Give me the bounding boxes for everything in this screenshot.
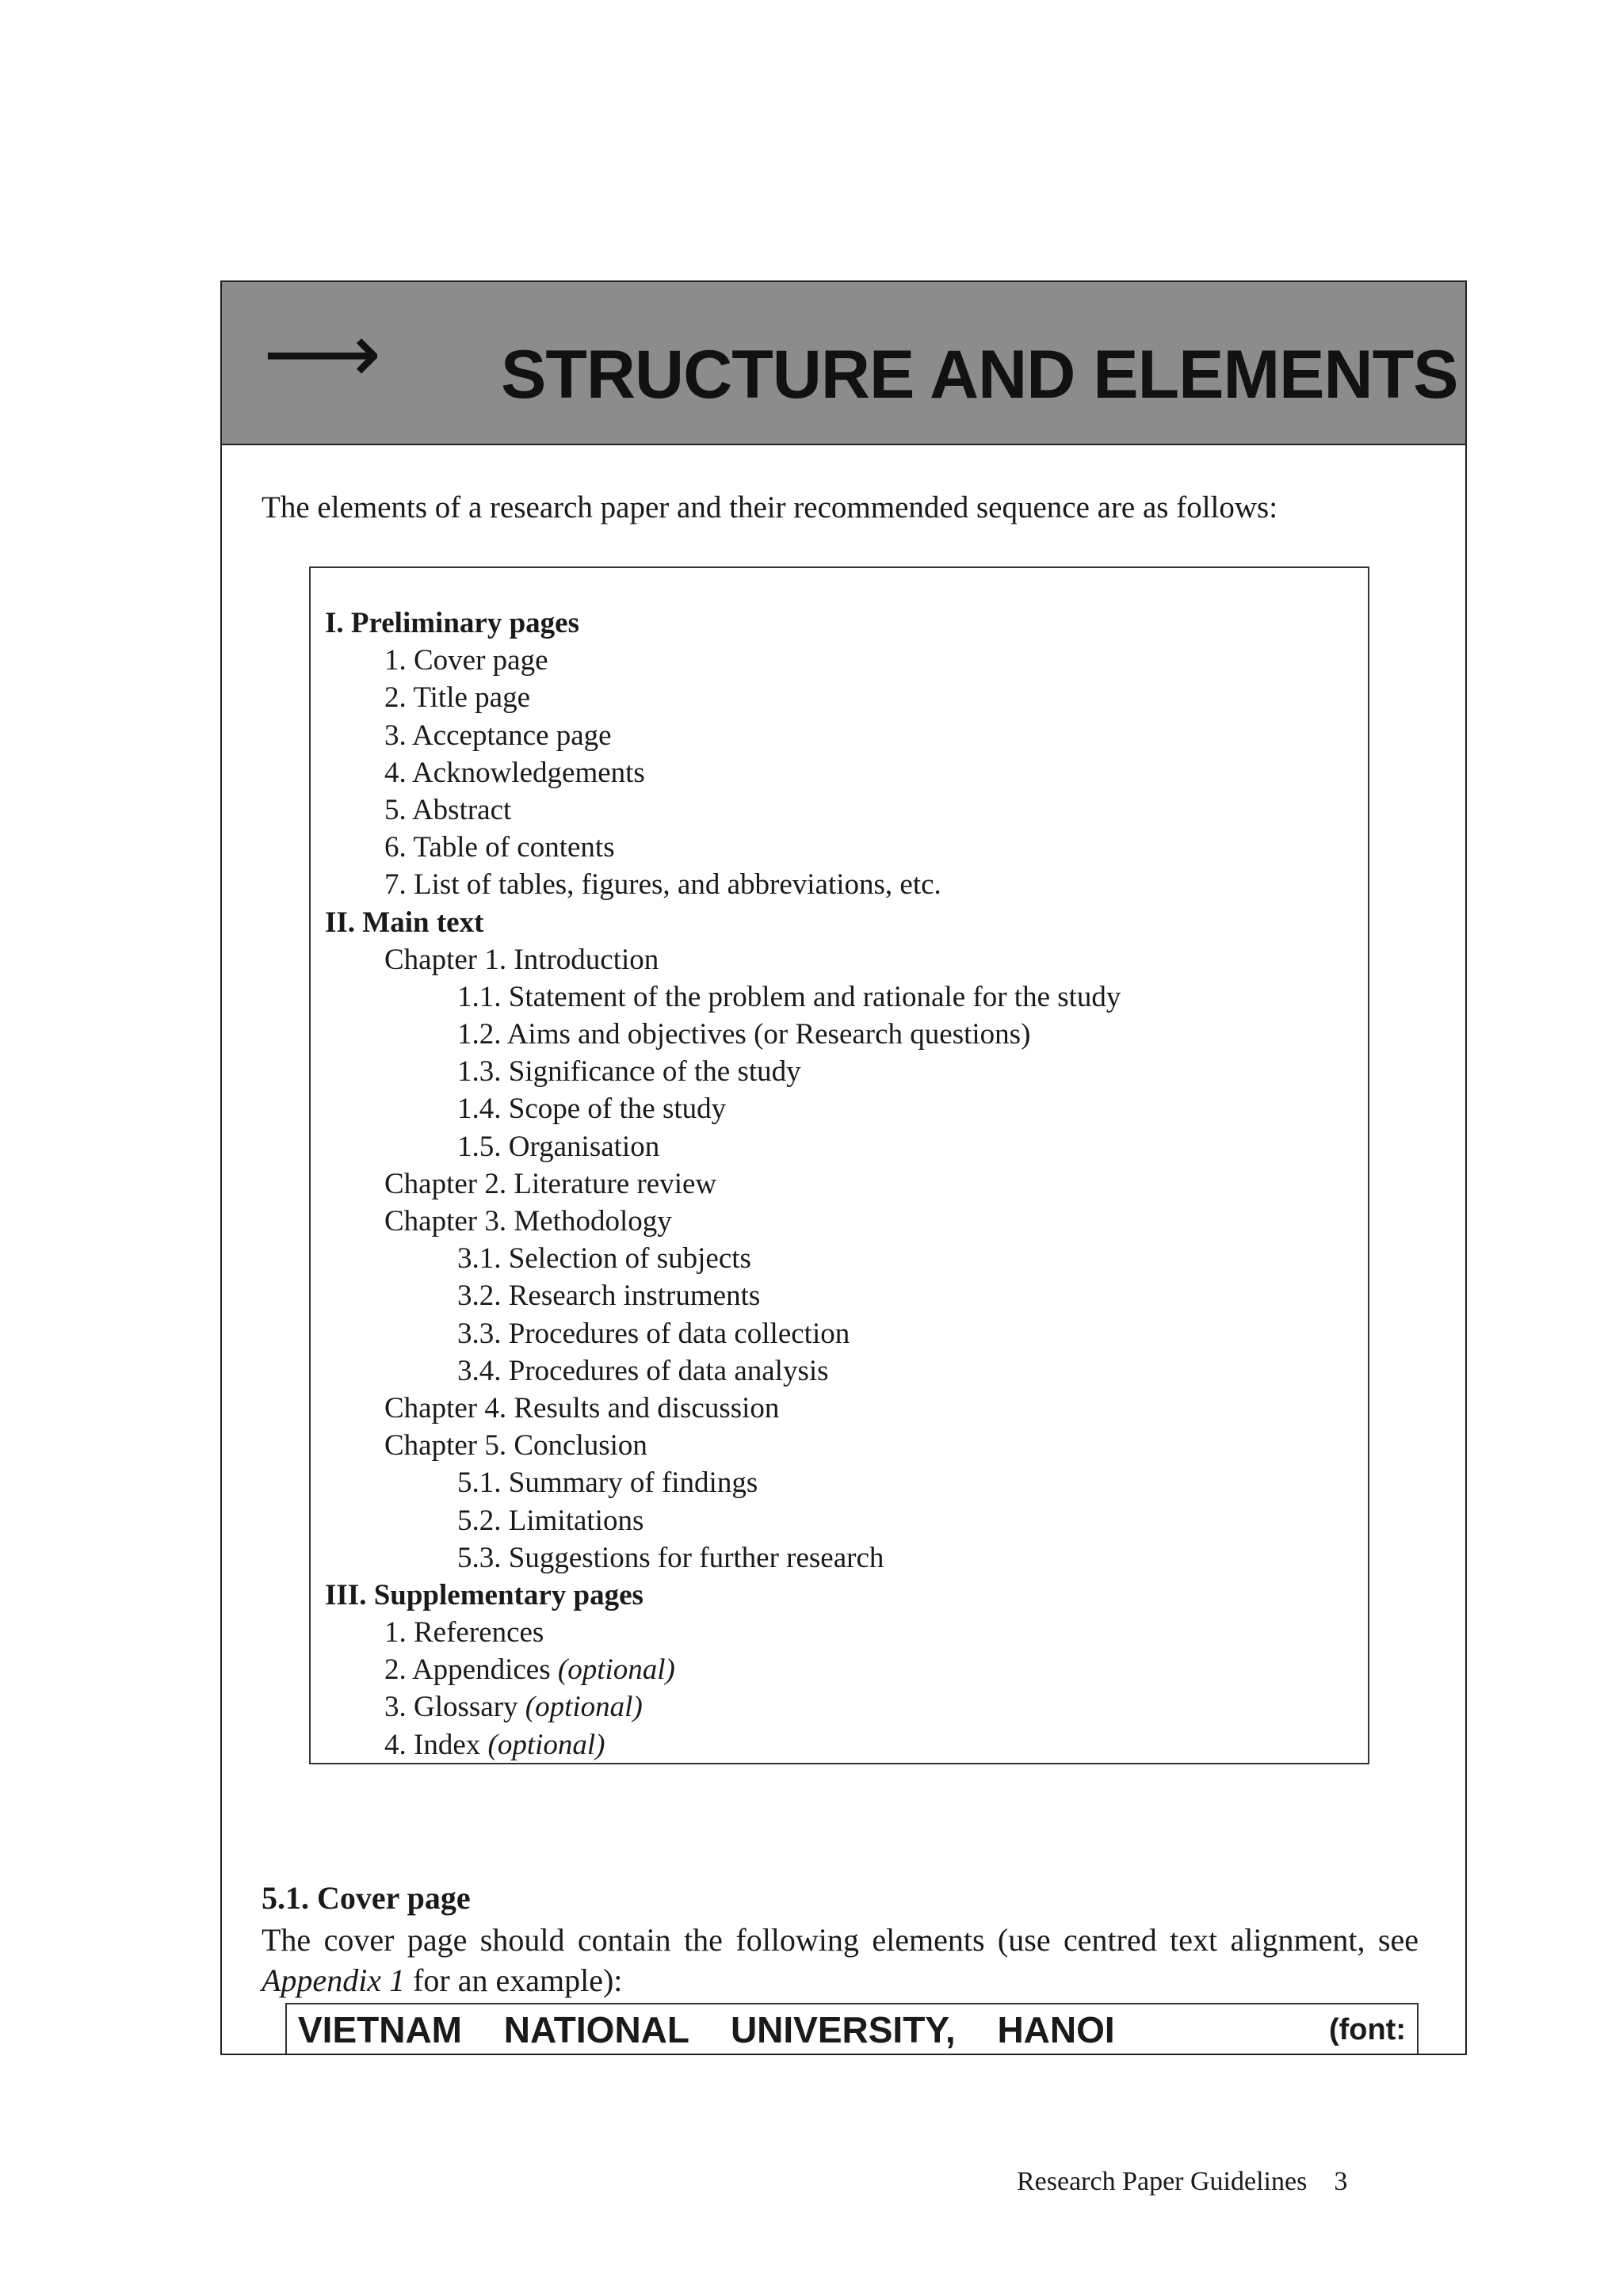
outline-heading	[325, 605, 1121, 642]
cover-example-text: VIETNAM NATIONAL UNIVERSITY, HANOI	[298, 2009, 1115, 2050]
page-footer	[1017, 2167, 1347, 2197]
section-body	[262, 1920, 1419, 2000]
outline-item	[325, 866, 1121, 903]
intro-text: The elements of a research paper and their recommended sequence are as follows:	[262, 490, 1278, 524]
outline-item	[325, 1502, 1121, 1539]
section-banner	[222, 282, 1465, 445]
outline-item-text: III. Supplementary pages	[325, 1578, 643, 1611]
outline-item	[325, 1390, 1121, 1427]
outline-item-text: 3.4. Procedures of data analysis	[457, 1354, 829, 1387]
outline-item	[325, 1240, 1121, 1277]
outline-item	[325, 754, 1121, 791]
outline-item-text: 3.2. Research instruments	[457, 1280, 761, 1313]
banner-title: STRUCTURE AND ELEMENTS	[501, 337, 1458, 413]
outline-item	[325, 1128, 1121, 1165]
outline-item	[325, 1464, 1121, 1501]
outline-item-text: Chapter 1. Introduction	[384, 943, 659, 976]
outline-item-text: 6. Table of contents	[384, 831, 615, 864]
outline-item-text: 1.5. Organisation	[457, 1130, 660, 1163]
page-number: 3	[1334, 2167, 1348, 2196]
outline-item	[325, 941, 1121, 978]
outline-item-text: 3.3. Procedures of data collection	[457, 1317, 850, 1350]
outline-heading	[325, 1577, 1121, 1614]
outline-item-text: 1. Cover page	[384, 644, 548, 677]
outline-heading	[325, 904, 1121, 941]
outline-item	[325, 1203, 1121, 1240]
outline-item-text: Chapter 5. Conclusion	[384, 1429, 647, 1463]
outline-item-text: 1.3. Significance of the study	[457, 1055, 801, 1089]
outline-item-text: I. Preliminary pages	[325, 607, 579, 639]
outline-item-text: 3.1. Selection of subjects	[457, 1242, 751, 1276]
outline-item-text: 3. Glossary	[384, 1691, 518, 1724]
outline-item	[325, 1352, 1121, 1390]
outline-item	[325, 679, 1121, 716]
outline-item-text: 1.1. Statement of the problem and rationale for the study	[457, 980, 1121, 1013]
optional-note: (optional)	[557, 1653, 675, 1687]
outline-item-text: 4. Index	[384, 1728, 481, 1761]
outline-item	[325, 1651, 1121, 1688]
outline-item	[325, 791, 1121, 829]
outline-item	[325, 717, 1121, 754]
outline-item	[325, 1726, 1121, 1764]
outline-item-text: 5.3. Suggestions for further research	[457, 1541, 884, 1574]
arrow-icon: ⟶	[263, 305, 382, 402]
outline-list	[325, 605, 1121, 1764]
body-text-start: The cover page should contain the following elements (use centred text alignment, see	[262, 1922, 1419, 1958]
outline-item	[325, 1614, 1121, 1651]
outline-item-text: 5.1. Summary of findings	[457, 1466, 758, 1500]
outline-item-text: 5.2. Limitations	[457, 1504, 644, 1537]
outline-item	[325, 1053, 1121, 1090]
outline-item-text: 2. Title page	[384, 681, 530, 715]
cover-example-note: (font:	[1328, 2012, 1406, 2046]
outline-item-text: 1.4. Scope of the study	[457, 1093, 727, 1126]
outline-item-text: Chapter 4. Results and discussion	[384, 1391, 780, 1425]
outline-item-text: 3. Acceptance page	[384, 719, 612, 752]
section-heading: 5.1. Cover page	[262, 1880, 471, 1916]
outline-item	[325, 1315, 1121, 1352]
outline-item-text: 1. References	[384, 1616, 544, 1650]
outline-item	[325, 1427, 1121, 1464]
outline-box	[309, 566, 1369, 1764]
cover-example-box	[285, 2003, 1419, 2055]
outline-item	[325, 1688, 1121, 1726]
appendix-reference: Appendix 1	[262, 1962, 406, 1998]
outline-item	[325, 642, 1121, 679]
outline-item	[325, 978, 1121, 1016]
outline-item	[325, 1539, 1121, 1577]
body-text-end: for an example):	[405, 1962, 623, 1998]
outline-item	[325, 1016, 1121, 1053]
outline-item-text: Chapter 3. Methodology	[384, 1205, 672, 1238]
outline-item	[325, 1277, 1121, 1314]
outline-item	[325, 1090, 1121, 1127]
outline-item-text: 2. Appendices	[384, 1653, 551, 1687]
content-frame	[220, 280, 1467, 2055]
outline-item	[325, 1165, 1121, 1203]
footer-label: Research Paper Guidelines	[1017, 2167, 1308, 2196]
outline-item-text: 7. List of tables, figures, and abbreviations, etc.	[384, 868, 941, 902]
outline-item-text: II. Main text	[325, 906, 484, 939]
optional-note: (optional)	[525, 1691, 643, 1724]
outline-item	[325, 829, 1121, 866]
outline-item-text: 4. Acknowledgements	[384, 756, 645, 789]
outline-item-text: 1.2. Aims and objectives (or Research questions)	[457, 1018, 1031, 1051]
outline-item-text: 5. Abstract	[384, 793, 512, 826]
outline-item-text: Chapter 2. Literature review	[384, 1167, 717, 1200]
optional-note: (optional)	[487, 1728, 605, 1761]
